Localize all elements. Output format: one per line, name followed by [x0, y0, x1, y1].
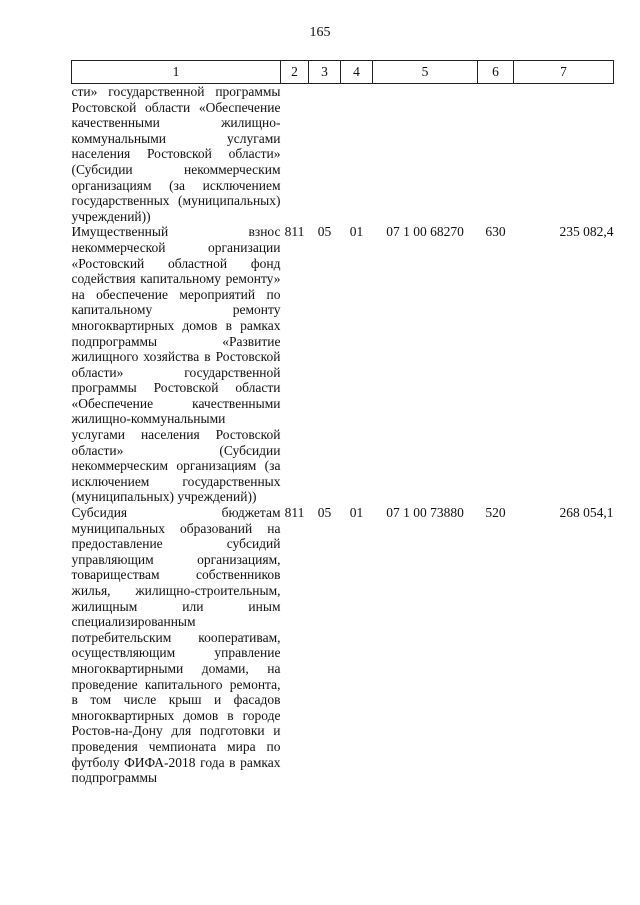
- row-target-article: [373, 84, 478, 225]
- row-section: 05: [317, 505, 332, 521]
- budget-table: [71, 60, 614, 786]
- row-subsection: [341, 84, 373, 225]
- page-number: 165: [309, 25, 331, 40]
- row-section: 05: [317, 224, 332, 240]
- column-header-4: 4: [341, 61, 373, 84]
- column-header-row: [72, 61, 614, 84]
- row-ministry-code: [281, 84, 309, 225]
- row-ministry-code: 811: [284, 505, 305, 521]
- row-expense-type: [478, 84, 514, 225]
- row-description: Субсидия бюджетам муниципальных образований на предоставление субсидий управляющим организациям, товариществам собственников жилья, жилищно-строительным, жилищным или иным специализированным потребительским кооперативам, осуществляющим управление многоквартирными домами, на проведение капитального ремонта, в том числе крыш и фасадов многоквартирных домов в городе Ростов-на-Дону для подготовки и проведения чемпионата мира по футболу ФИФА-2018 года в рамках подпрограммы: [71, 505, 281, 786]
- row-ministry-code: 811: [284, 224, 305, 240]
- row-amount: 268 054,1: [559, 505, 614, 521]
- column-header-6: 6: [478, 61, 514, 84]
- row-section: [309, 84, 341, 225]
- row-subsection: 01: [349, 224, 364, 240]
- table-row: [72, 84, 614, 225]
- row-expense-type: 520: [485, 505, 506, 521]
- table-row: [72, 505, 614, 786]
- row-description: сти» государственной программы Ростовской области «Обеспечение качественными жилищно-коммунальными услугами населения Ростовской области» (Субсидии некоммерческим организациям (за исключением государственных (муниципальных) учреждений)): [71, 84, 281, 224]
- column-header-1: 1: [72, 61, 281, 84]
- row-amount: 235 082,4: [559, 224, 614, 240]
- row-target-article: 07 1 00 68270: [386, 224, 464, 240]
- table-row: [72, 224, 614, 505]
- row-target-article: 07 1 00 73880: [386, 505, 464, 521]
- column-header-7: 7: [514, 61, 614, 84]
- column-header-5: 5: [373, 61, 478, 84]
- row-expense-type: 630: [485, 224, 506, 240]
- row-description: Имущественный взнос некоммерческой организации «Ростовский областной фонд содействия капитальному ремонту» на обеспечение мероприятий по капитальному ремонту многоквартирных домов в рамках подпрограммы «Развитие жилищного хозяйства в Ростовской области» государственной программы Ростовской области «Обеспечение качественными жилищно-коммунальными услугами населения Ростовской области» (Субсидии некоммерческим организациям (за исключением государственных (муниципальных) учреждений)): [71, 224, 281, 505]
- column-header-3: 3: [309, 61, 341, 84]
- row-subsection: 01: [349, 505, 364, 521]
- column-header-2: 2: [281, 61, 309, 84]
- row-amount: [514, 84, 614, 225]
